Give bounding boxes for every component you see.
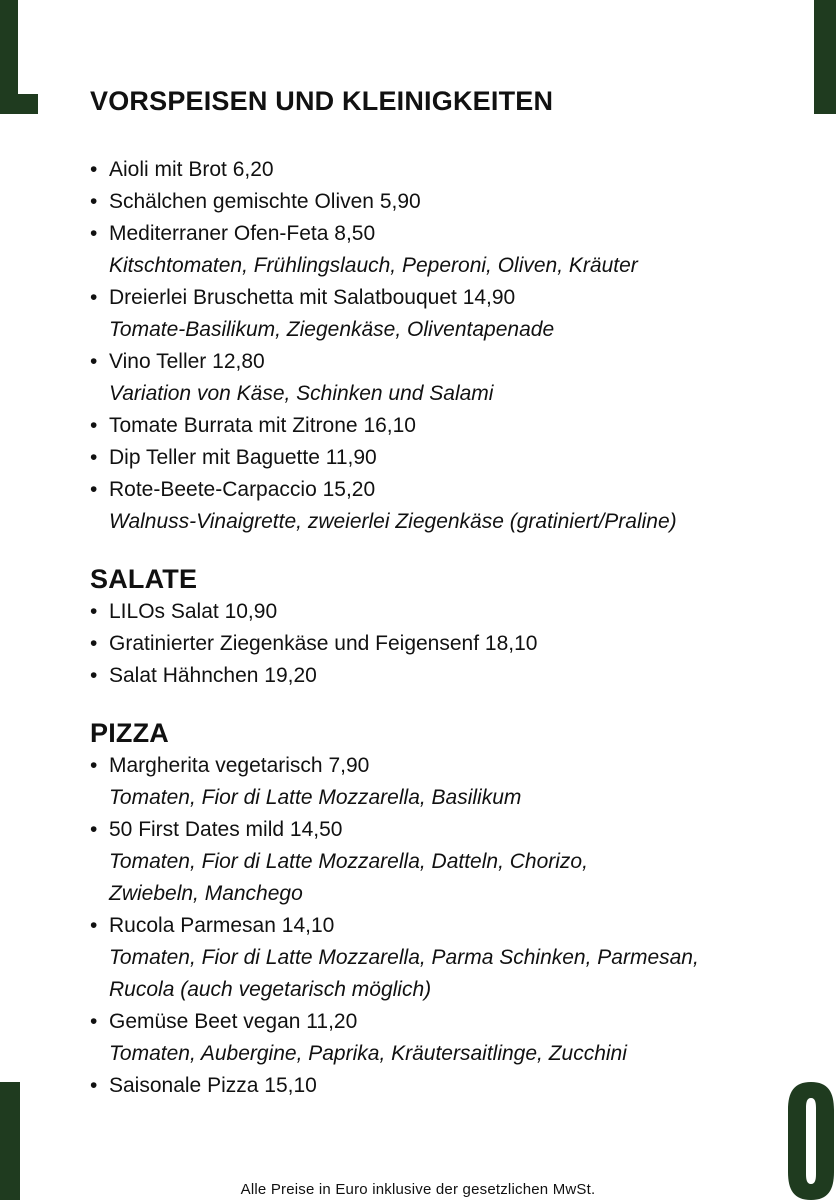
menu-item-price: 19,20: [264, 664, 317, 687]
menu-item-name: Mediterraner Ofen-Feta: [109, 222, 329, 245]
bullet-icon: •: [90, 600, 98, 623]
menu-item: [90, 410, 790, 442]
menu-item-name: Vino Teller: [109, 350, 207, 373]
menu-item-price: 12,80: [212, 350, 265, 373]
menu-item-price: 11,90: [325, 446, 377, 469]
menu-item-description: Tomaten, Fior di Latte Mozzarella, Basilikum: [109, 786, 522, 809]
menu-item-line: [90, 596, 790, 628]
menu-item: [90, 154, 790, 186]
bullet-icon: •: [90, 446, 98, 469]
menu-item: [90, 282, 790, 346]
menu-item: [90, 474, 790, 538]
menu-item-description: Variation von Käse, Schinken und Salami: [109, 382, 494, 405]
menu-item-line: [90, 154, 790, 186]
menu-item: [90, 346, 790, 410]
menu-content: [90, 84, 790, 1102]
bullet-icon: •: [90, 914, 98, 937]
menu-item-price: 5,90: [379, 190, 421, 213]
menu-section: [90, 562, 790, 692]
menu-item: [90, 910, 790, 1006]
menu-item-name: Tomate Burrata mit Zitrone: [109, 414, 358, 437]
menu-item: [90, 660, 790, 692]
letter-l-top-left-decoration: [0, 0, 40, 114]
menu-item-description: Walnuss-Vinaigrette, zweierlei Ziegenkäse (gratiniert/Praline): [109, 510, 677, 533]
menu-item-list: [90, 154, 790, 538]
menu-item-line: [90, 628, 790, 660]
menu-item-price: 16,10: [363, 414, 416, 437]
menu-item-name: Salat Hähnchen: [109, 664, 259, 687]
menu-item-name: Aioli mit Brot: [109, 158, 227, 181]
menu-item-name: Rucola Parmesan: [109, 914, 276, 937]
bullet-icon: •: [90, 286, 98, 309]
menu-item-name: Schälchen gemischte Oliven: [109, 190, 374, 213]
menu-item-price: 8,50: [334, 222, 376, 245]
menu-item-description: Tomate-Basilikum, Ziegenkäse, Oliventapenade: [109, 318, 555, 341]
menu-item-name: Rote-Beete-Carpaccio: [109, 478, 317, 501]
menu-item-name: Dip Teller mit Baguette: [109, 446, 320, 469]
menu-item-line: [90, 814, 790, 846]
menu-item-list: [90, 596, 790, 692]
menu-item-line: [90, 660, 790, 692]
menu-item: [90, 750, 790, 814]
menu-item: [90, 186, 790, 218]
menu-item: [90, 814, 790, 910]
menu-item-name: Gemüse Beet vegan: [109, 1010, 301, 1033]
menu-item-line: [90, 442, 790, 474]
bullet-icon: •: [90, 1074, 98, 1097]
menu-item: [90, 1070, 790, 1102]
menu-item: [90, 628, 790, 660]
menu-item-price: 14,90: [462, 286, 516, 309]
bullet-icon: •: [90, 754, 98, 777]
menu-item-price: 18,10: [484, 632, 538, 655]
menu-item: [90, 442, 790, 474]
menu-item-line: [90, 474, 790, 506]
menu-item-price: 10,90: [224, 600, 278, 623]
menu-item-line: [90, 346, 790, 378]
menu-item-price: 15,20: [322, 478, 376, 501]
menu-item-name: Saisonale Pizza: [109, 1074, 259, 1097]
menu-item-name: LILOs Salat: [109, 600, 219, 623]
bullet-icon: •: [90, 158, 98, 181]
menu-item-line: [90, 186, 790, 218]
menu-item-description: Tomaten, Aubergine, Paprika, Kräutersaitlinge, Zucchini: [109, 1042, 627, 1065]
menu-item-line: [90, 218, 790, 250]
menu-item-line: [90, 1006, 790, 1038]
menu-item-line: [90, 410, 790, 442]
menu-item-price: 14,10: [281, 914, 335, 937]
section-title: VORSPEISEN UND KLEINIGKEITEN: [90, 86, 554, 116]
bullet-icon: •: [90, 222, 98, 245]
menu-item: [90, 1006, 790, 1070]
price-footnote: Alle Preise in Euro inklusive der gesetzlichen MwSt.: [240, 1181, 596, 1198]
menu-item-line: [90, 750, 790, 782]
section-title: SALATE: [90, 564, 198, 594]
bullet-icon: •: [90, 818, 98, 841]
menu-item-line: [90, 910, 790, 942]
menu-item-description: Kitschtomaten, Frühlingslauch, Peperoni, Oliven, Kräuter: [109, 254, 638, 277]
menu-item-name: Margherita vegetarisch: [109, 754, 323, 777]
menu-item-description: Tomaten, Fior di Latte Mozzarella, Datteln, Chorizo,: [109, 850, 588, 873]
menu-item: [90, 218, 790, 282]
menu-item-price: 11,20: [306, 1010, 358, 1033]
menu-item-name: Dreierlei Bruschetta mit Salatbouquet: [109, 286, 457, 309]
bullet-icon: •: [90, 478, 98, 501]
menu-item-price: 14,50: [289, 818, 343, 841]
menu-section: [90, 84, 790, 538]
bullet-icon: •: [90, 350, 98, 373]
menu-item: [90, 596, 790, 628]
menu-item-description: Zwiebeln, Manchego: [109, 882, 303, 905]
menu-item-name: 50 First Dates mild: [109, 818, 285, 841]
menu-item-price: 15,10: [264, 1074, 317, 1097]
menu-section: [90, 716, 790, 1102]
menu-item-line: [90, 1070, 790, 1102]
menu-item-list: [90, 750, 790, 1102]
section-title: PIZZA: [90, 718, 169, 748]
bullet-icon: •: [90, 414, 98, 437]
menu-item-description: Tomaten, Fior di Latte Mozzarella, Parma Schinken, Parmesan,: [109, 946, 699, 969]
bullet-icon: •: [90, 664, 98, 687]
menu-item-line: [90, 282, 790, 314]
menu-item-price: 7,90: [328, 754, 370, 777]
bullet-icon: •: [90, 632, 98, 655]
bullet-icon: •: [90, 1010, 98, 1033]
menu-item-name: Gratinierter Ziegenkäse und Feigensenf: [109, 632, 480, 655]
letter-block-top-right-decoration: [812, 0, 836, 114]
bullet-icon: •: [90, 190, 98, 213]
menu-item-price: 6,20: [232, 158, 274, 181]
menu-item-description: Rucola (auch vegetarisch möglich): [109, 978, 432, 1001]
